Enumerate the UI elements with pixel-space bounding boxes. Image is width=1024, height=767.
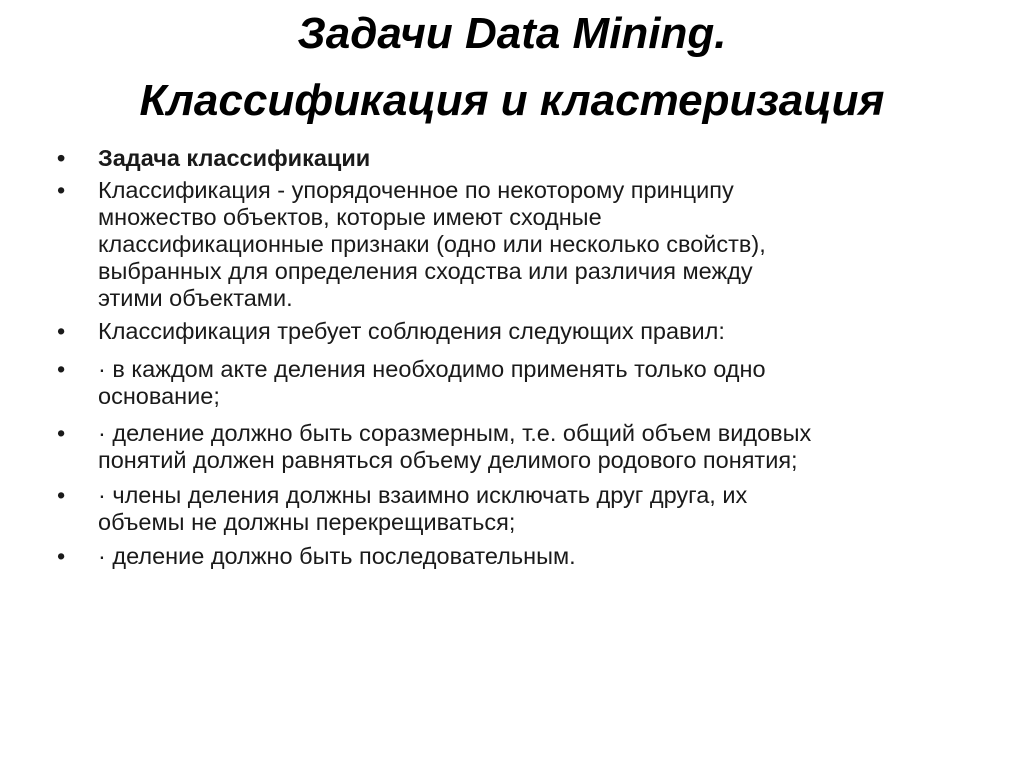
bullet-marker: • [57, 356, 66, 382]
bullet-line: выбранных для определения сходства или различия между [98, 258, 753, 284]
bullet-line: Задача классификации [98, 145, 371, 171]
bullet-line: Классификация требует соблюдения следующих правил: [98, 318, 725, 344]
title-line-1: Задачи Data Mining. [297, 9, 727, 58]
bullet-line: Классификация - упорядоченное по некоторому принципу [98, 177, 734, 203]
bullet-line: понятий должен равняться объему делимого родового понятия; [98, 447, 798, 473]
title-line-2: Классификация и кластеризация [139, 76, 885, 125]
bullet-line: · члены деления должны взаимно исключать друг друга, их [98, 482, 748, 508]
bullet-line: основание; [98, 383, 220, 409]
bullet-marker: • [57, 318, 66, 344]
bullet-line: объемы не должны перекрещиваться; [98, 509, 516, 535]
bullet-marker: • [57, 482, 66, 508]
bullet-marker: • [57, 145, 66, 171]
bullet-line: этими объектами. [98, 285, 293, 311]
bullet-line: · в каждом акте деления необходимо применять только одно [98, 356, 766, 382]
bullet-marker: • [57, 177, 66, 203]
bullet-marker: • [57, 420, 66, 446]
bullet-marker: • [57, 543, 66, 569]
bullet-line: · деление должно быть соразмерным, т.е. общий объем видовых [98, 420, 812, 446]
bullet-line: классификационные признаки (одно или несколько свойств), [98, 231, 766, 257]
bullet-line: множество объектов, которые имеют сходные [98, 204, 602, 230]
bullet-line: · деление должно быть последовательным. [98, 543, 576, 569]
